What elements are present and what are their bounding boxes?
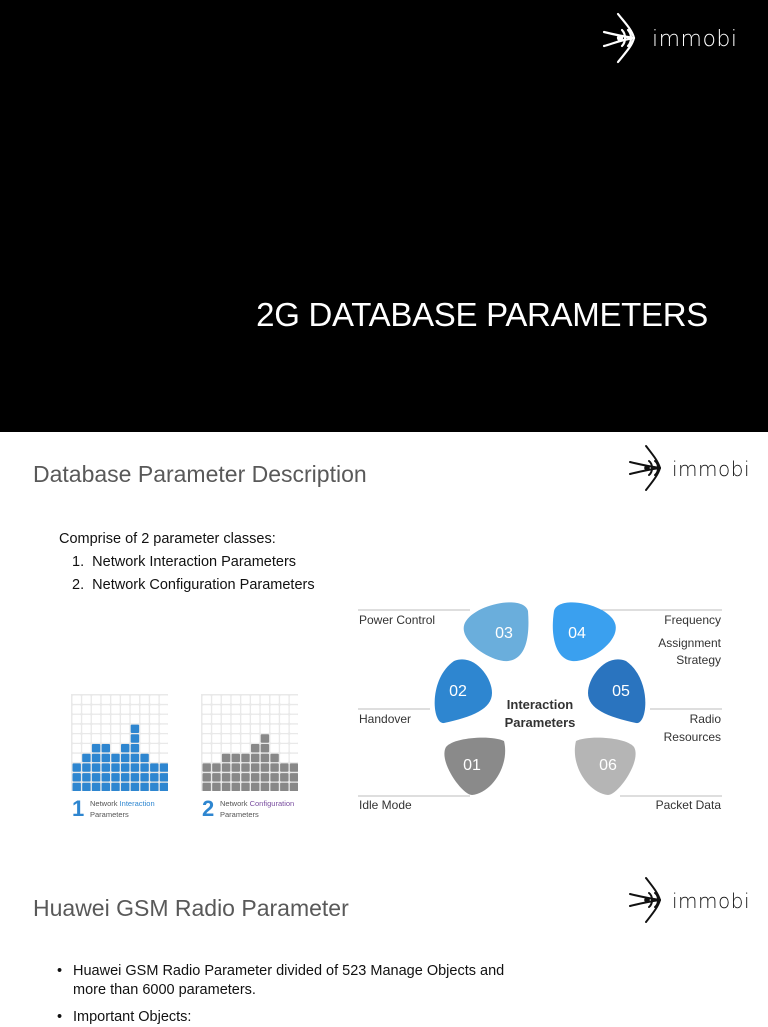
grid-cell bbox=[203, 705, 211, 713]
grid-cell bbox=[102, 715, 110, 723]
grid-cell bbox=[150, 734, 158, 742]
grid-cell bbox=[73, 744, 81, 752]
grid-cell-filled bbox=[82, 754, 90, 762]
logo-wordmark: immobi bbox=[672, 457, 751, 481]
grid-cell bbox=[121, 725, 129, 733]
grid-cell-filled bbox=[102, 763, 110, 771]
grid-cell bbox=[232, 696, 240, 704]
grid-cell bbox=[111, 705, 119, 713]
grid-cell bbox=[212, 725, 220, 733]
label-packet-data: Packet Data bbox=[655, 798, 721, 812]
grid-cell-filled bbox=[121, 783, 129, 791]
grid-cell bbox=[150, 725, 158, 733]
grid-cell bbox=[241, 705, 249, 713]
grid-cell bbox=[261, 725, 269, 733]
interaction-grid-icon bbox=[71, 694, 168, 791]
grid-cell bbox=[222, 734, 230, 742]
slide-title: 2G DATABASE PARAMETERS bbox=[256, 296, 708, 333]
grid-cell bbox=[270, 725, 278, 733]
grid-cell bbox=[150, 696, 158, 704]
grid-cell bbox=[111, 734, 119, 742]
grid-cell bbox=[203, 754, 211, 762]
label-frequency: Strategy bbox=[676, 653, 721, 667]
label-frequency: Frequency bbox=[664, 613, 721, 627]
grid-cell bbox=[73, 715, 81, 723]
grid-cell-filled bbox=[82, 783, 90, 791]
grid-cell bbox=[280, 715, 288, 723]
grid-cell bbox=[290, 734, 298, 742]
grid-cell bbox=[251, 734, 259, 742]
grid-cell bbox=[290, 715, 298, 723]
grid-cell-filled bbox=[251, 783, 259, 791]
grid-cell bbox=[160, 744, 168, 752]
grid-cell-filled bbox=[73, 773, 81, 781]
petal-number: 02 bbox=[449, 683, 467, 700]
grid-cell bbox=[82, 734, 90, 742]
grid-cell-filled bbox=[251, 754, 259, 762]
petal-number: 03 bbox=[495, 625, 513, 642]
grid-cell bbox=[140, 744, 148, 752]
grid-cell bbox=[212, 705, 220, 713]
grid-cell-filled bbox=[73, 763, 81, 771]
grid-chart-icon bbox=[71, 694, 168, 791]
diagram-center-label: Parameters bbox=[504, 715, 576, 730]
grid-cell-filled bbox=[160, 773, 168, 781]
grid-cell bbox=[241, 725, 249, 733]
label-radio-resources: Radio bbox=[689, 712, 721, 726]
slide-heading: Huawei GSM Radio Parameter bbox=[33, 895, 349, 921]
grid-cell-filled bbox=[140, 783, 148, 791]
grid-cell-filled bbox=[251, 773, 259, 781]
grid-cell-filled bbox=[270, 763, 278, 771]
grid-cell bbox=[160, 715, 168, 723]
grid-cell-filled bbox=[261, 734, 269, 742]
grid-cell-filled bbox=[222, 773, 230, 781]
petal-number: 05 bbox=[612, 683, 630, 700]
caption-suffix: Parameters bbox=[220, 810, 259, 819]
grid-cell-filled bbox=[212, 783, 220, 791]
grid-cell bbox=[131, 715, 139, 723]
grid-cell-filled bbox=[92, 754, 100, 762]
grid-cell bbox=[261, 715, 269, 723]
interaction-parameters-diagram bbox=[350, 597, 730, 817]
grid-cell-filled bbox=[131, 734, 139, 742]
grid-cell bbox=[111, 744, 119, 752]
grid-cell-filled bbox=[241, 763, 249, 771]
grid-cell-filled bbox=[241, 783, 249, 791]
grid-cell bbox=[232, 744, 240, 752]
grid-cell-filled bbox=[121, 763, 129, 771]
grid-cell-filled bbox=[222, 754, 230, 762]
grid-cell-filled bbox=[203, 773, 211, 781]
grid-cell bbox=[270, 705, 278, 713]
grid-cell-filled bbox=[232, 773, 240, 781]
grid-cell bbox=[290, 696, 298, 704]
grid-cell bbox=[222, 715, 230, 723]
grid-cell-filled bbox=[261, 773, 269, 781]
grid-cell bbox=[111, 715, 119, 723]
grid-cell-filled bbox=[102, 783, 110, 791]
diagram-center-label: Interaction bbox=[506, 697, 574, 712]
grid-cell bbox=[82, 696, 90, 704]
grid-cell bbox=[150, 705, 158, 713]
grid-cell-filled bbox=[131, 725, 139, 733]
grid-cell-filled bbox=[150, 763, 158, 771]
grid-cell bbox=[102, 725, 110, 733]
grid-cell-filled bbox=[270, 773, 278, 781]
grid-cell bbox=[82, 705, 90, 713]
grid-cell-filled bbox=[261, 783, 269, 791]
bullet-item bbox=[57, 1008, 577, 1027]
grid-cell bbox=[270, 715, 278, 723]
grid-cell-filled bbox=[212, 773, 220, 781]
immobi-logo bbox=[626, 440, 756, 496]
immobi-logo bbox=[598, 8, 758, 68]
grid-cell bbox=[160, 705, 168, 713]
grid-cell-filled bbox=[280, 763, 288, 771]
grid-cell bbox=[280, 725, 288, 733]
grid-cell bbox=[111, 696, 119, 704]
grid-cell-filled bbox=[102, 744, 110, 752]
petal-number: 06 bbox=[599, 757, 617, 774]
petal-number: 04 bbox=[568, 625, 586, 642]
grid-cell-filled bbox=[251, 763, 259, 771]
grid-cell-filled bbox=[232, 754, 240, 762]
grid-cell bbox=[203, 734, 211, 742]
grid-cell-filled bbox=[150, 773, 158, 781]
grid-cell bbox=[222, 725, 230, 733]
grid-cell-filled bbox=[140, 773, 148, 781]
grid-cell bbox=[222, 744, 230, 752]
intro-text: Comprise of 2 parameter classes: bbox=[59, 531, 276, 547]
icon2-caption bbox=[220, 798, 294, 820]
grid-cell bbox=[150, 754, 158, 762]
class-item-1: 1. Network Interaction Parameters bbox=[72, 554, 297, 570]
bullet-text: Huawei GSM Radio Parameter divided of 523 Manage Objects and bbox=[73, 963, 505, 979]
label-radio-resources: Resources bbox=[663, 730, 721, 744]
grid-cell bbox=[232, 705, 240, 713]
grid-cell-filled bbox=[261, 763, 269, 771]
grid-cell bbox=[92, 715, 100, 723]
huawei-slide bbox=[0, 864, 768, 1024]
grid-cell-filled bbox=[160, 763, 168, 771]
grid-cell bbox=[232, 734, 240, 742]
grid-cell-filled bbox=[82, 763, 90, 771]
grid-cell bbox=[212, 754, 220, 762]
slide-heading: Database Parameter Description bbox=[33, 461, 367, 487]
grid-cell bbox=[150, 744, 158, 752]
grid-cell bbox=[203, 696, 211, 704]
caption-highlight: Interaction bbox=[119, 799, 155, 808]
grid-cell-filled bbox=[150, 783, 158, 791]
grid-cell bbox=[241, 744, 249, 752]
grid-cell bbox=[140, 696, 148, 704]
grid-cell bbox=[73, 734, 81, 742]
grid-cell bbox=[203, 715, 211, 723]
grid-cell bbox=[251, 705, 259, 713]
grid-cell bbox=[121, 715, 129, 723]
grid-cell bbox=[121, 734, 129, 742]
grid-cell-filled bbox=[270, 754, 278, 762]
grid-cell-filled bbox=[131, 783, 139, 791]
grid-cell bbox=[140, 705, 148, 713]
grid-cell-filled bbox=[212, 763, 220, 771]
grid-cell-filled bbox=[290, 783, 298, 791]
grid-cell-filled bbox=[102, 754, 110, 762]
grid-cell-filled bbox=[121, 773, 129, 781]
grid-cell-filled bbox=[111, 763, 119, 771]
class-item-label: Network Interaction Parameters bbox=[92, 554, 297, 570]
grid-cell-filled bbox=[131, 773, 139, 781]
grid-cell-filled bbox=[82, 773, 90, 781]
bullet-text: more than 6000 parameters. bbox=[73, 982, 256, 998]
grid-cell-filled bbox=[160, 783, 168, 791]
grid-cell bbox=[212, 715, 220, 723]
grid-cell bbox=[270, 696, 278, 704]
label-power-control: Power Control bbox=[359, 613, 436, 627]
caption-prefix: Network bbox=[220, 799, 250, 808]
configuration-grid-icon bbox=[201, 694, 298, 791]
grid-cell bbox=[111, 725, 119, 733]
class-item-2: 2. Network Configuration Parameters bbox=[72, 577, 315, 593]
logo-wordmark: immobi bbox=[672, 889, 751, 913]
petal-number: 01 bbox=[463, 757, 481, 774]
grid-cell-filled bbox=[92, 783, 100, 791]
grid-cell bbox=[160, 734, 168, 742]
grid-cell bbox=[121, 696, 129, 704]
grid-cell-filled bbox=[92, 744, 100, 752]
grid-cell-filled bbox=[261, 744, 269, 752]
grid-chart-icon bbox=[201, 694, 298, 791]
grid-cell bbox=[73, 725, 81, 733]
grid-cell bbox=[160, 754, 168, 762]
grid-cell bbox=[131, 705, 139, 713]
grid-cell bbox=[140, 734, 148, 742]
grid-cell-filled bbox=[131, 744, 139, 752]
grid-cell bbox=[140, 715, 148, 723]
grid-cell-filled bbox=[203, 783, 211, 791]
grid-cell bbox=[280, 744, 288, 752]
grid-cell bbox=[92, 696, 100, 704]
logo-wordmark: immobi bbox=[652, 27, 738, 52]
bullet-item bbox=[57, 962, 577, 1000]
grid-cell bbox=[92, 734, 100, 742]
grid-cell bbox=[160, 696, 168, 704]
grid-cell bbox=[131, 696, 139, 704]
grid-cell bbox=[270, 744, 278, 752]
grid-cell bbox=[102, 734, 110, 742]
grid-cell bbox=[241, 696, 249, 704]
grid-cell-filled bbox=[121, 744, 129, 752]
grid-cell bbox=[92, 705, 100, 713]
caption-suffix: Parameters bbox=[90, 810, 129, 819]
grid-cell-filled bbox=[140, 754, 148, 762]
grid-cell bbox=[160, 725, 168, 733]
grid-cell-filled bbox=[251, 744, 259, 752]
grid-cell bbox=[222, 705, 230, 713]
grid-cell-filled bbox=[280, 773, 288, 781]
grid-cell-filled bbox=[121, 754, 129, 762]
grid-cell bbox=[290, 744, 298, 752]
grid-cell-filled bbox=[131, 754, 139, 762]
grid-cell-filled bbox=[280, 783, 288, 791]
grid-cell bbox=[232, 725, 240, 733]
grid-cell bbox=[82, 715, 90, 723]
grid-cell bbox=[212, 744, 220, 752]
grid-cell bbox=[261, 696, 269, 704]
grid-cell bbox=[92, 725, 100, 733]
grid-cell-filled bbox=[232, 783, 240, 791]
grid-cell bbox=[222, 696, 230, 704]
grid-cell bbox=[102, 696, 110, 704]
caption-highlight: Configuration bbox=[249, 799, 295, 808]
bullet-text: Important Objects: bbox=[73, 1009, 192, 1025]
bullet-list bbox=[57, 962, 577, 1027]
immobi-logo bbox=[626, 872, 756, 928]
grid-cell bbox=[251, 696, 259, 704]
grid-cell-filled bbox=[222, 763, 230, 771]
grid-cell bbox=[73, 705, 81, 713]
icon1-caption bbox=[90, 798, 155, 820]
grid-cell bbox=[270, 734, 278, 742]
caption-prefix: Network bbox=[90, 799, 120, 808]
grid-cell bbox=[150, 715, 158, 723]
grid-cell bbox=[251, 725, 259, 733]
caption-number: 2 bbox=[202, 796, 215, 821]
grid-cell-filled bbox=[111, 783, 119, 791]
grid-cell-filled bbox=[102, 773, 110, 781]
grid-cell bbox=[232, 715, 240, 723]
grid-cell bbox=[82, 744, 90, 752]
grid-cell bbox=[280, 696, 288, 704]
grid-cell bbox=[121, 705, 129, 713]
grid-cell-filled bbox=[111, 754, 119, 762]
label-handover: Handover bbox=[359, 712, 412, 726]
label-frequency: Assignment bbox=[658, 636, 721, 650]
grid-cell bbox=[261, 705, 269, 713]
grid-cell-filled bbox=[203, 763, 211, 771]
grid-cell bbox=[212, 734, 220, 742]
grid-cell-filled bbox=[270, 783, 278, 791]
grid-cell bbox=[251, 715, 259, 723]
description-slide bbox=[0, 432, 768, 864]
grid-cell-filled bbox=[92, 773, 100, 781]
grid-cell bbox=[140, 725, 148, 733]
title-slide bbox=[0, 0, 768, 432]
grid-cell bbox=[203, 725, 211, 733]
grid-cell bbox=[290, 705, 298, 713]
grid-cell bbox=[73, 696, 81, 704]
grid-cell bbox=[82, 725, 90, 733]
grid-cell bbox=[290, 754, 298, 762]
grid-cell bbox=[73, 754, 81, 762]
grid-cell-filled bbox=[131, 763, 139, 771]
grid-cell bbox=[102, 705, 110, 713]
grid-cell bbox=[280, 754, 288, 762]
grid-cell-filled bbox=[241, 754, 249, 762]
grid-cell-filled bbox=[140, 763, 148, 771]
grid-cell-filled bbox=[261, 754, 269, 762]
grid-cell-filled bbox=[73, 783, 81, 791]
grid-cell bbox=[280, 705, 288, 713]
grid-cell-filled bbox=[92, 763, 100, 771]
grid-cell-filled bbox=[222, 783, 230, 791]
grid-cell bbox=[203, 744, 211, 752]
label-idle-mode: Idle Mode bbox=[359, 798, 412, 812]
grid-cell-filled bbox=[111, 773, 119, 781]
grid-cell bbox=[212, 696, 220, 704]
grid-cell bbox=[241, 715, 249, 723]
class-item-label: Network Configuration Parameters bbox=[92, 577, 315, 593]
grid-cell-filled bbox=[232, 763, 240, 771]
grid-cell-filled bbox=[241, 773, 249, 781]
grid-cell-filled bbox=[290, 773, 298, 781]
caption-number: 1 bbox=[72, 796, 85, 821]
grid-cell-filled bbox=[290, 763, 298, 771]
grid-cell bbox=[290, 725, 298, 733]
grid-cell bbox=[241, 734, 249, 742]
grid-cell bbox=[280, 734, 288, 742]
